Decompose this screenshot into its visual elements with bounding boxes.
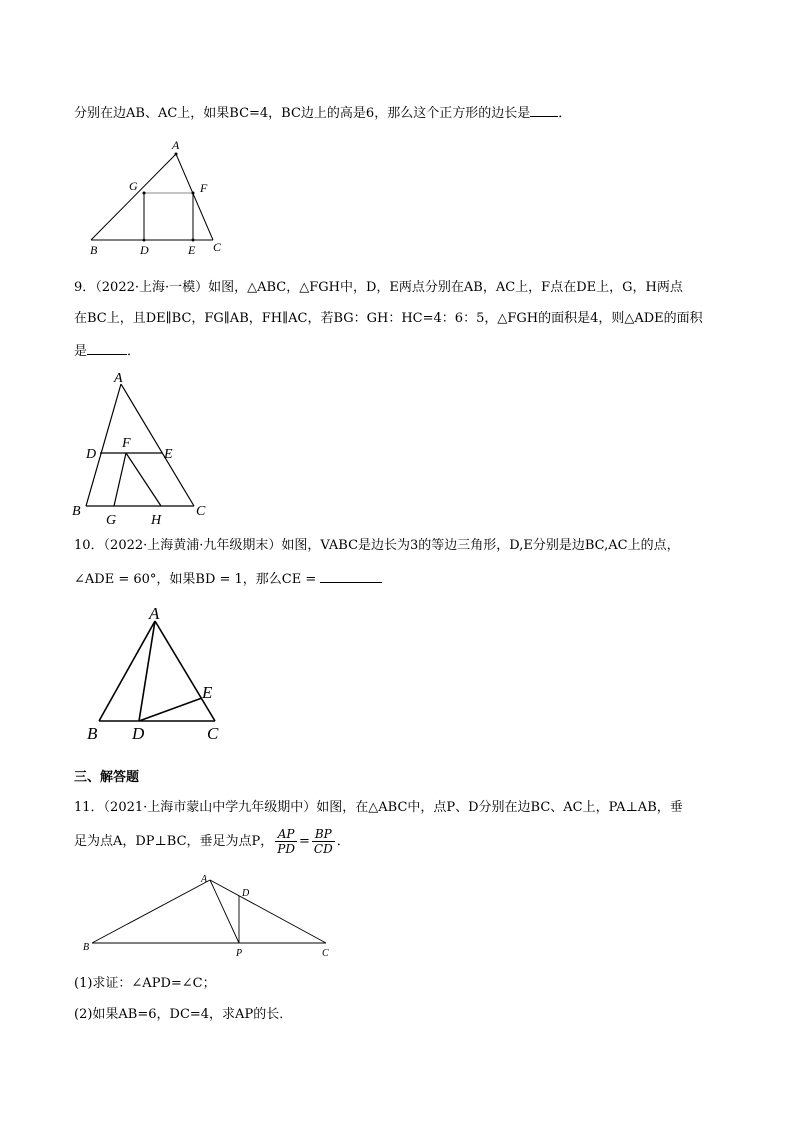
q11-segment-ac (210, 880, 326, 943)
q9-answer-blank[interactable] (87, 342, 127, 355)
q9-segment-fh (126, 453, 161, 506)
q11-line2-end: ． (336, 834, 350, 849)
q11-fraction-bp-cd (312, 827, 335, 856)
q11-line2-wrap (74, 826, 350, 858)
q9-label-a: A (114, 371, 123, 386)
q9-label-c: C (196, 504, 206, 519)
q8-end: ． (558, 106, 572, 121)
q11-label-a: A (201, 874, 208, 885)
q9-label-d: D (86, 447, 97, 462)
q9-line3-wrap (74, 342, 140, 360)
q11-fraction-ap-pd (275, 827, 297, 856)
q8-answer-blank[interactable] (530, 104, 558, 117)
q11-frac1-num: AP (275, 827, 297, 842)
q9-line3: 是 (74, 344, 88, 359)
q11-label-c: C (322, 948, 329, 959)
q10-label-d: D (132, 724, 145, 743)
q9-line1: 9．（2022·上海·一模）如图，△ABC，△FGH中，D，E两点分别在AB，AC上，F点在DE上，G，H两点 (74, 280, 683, 295)
q9-figure (68, 366, 218, 528)
q10-figure (82, 603, 232, 748)
q11-frac2-num: BP (312, 827, 335, 842)
q8-text (74, 104, 571, 122)
q11-figure (80, 870, 340, 962)
q8-label-g: G (129, 179, 138, 193)
q8-label-d: D (140, 243, 149, 257)
q9-segment-ac (121, 384, 194, 506)
q10-label-e: E (202, 683, 213, 702)
q10-line1: 10．（2022·上海黄浦·九年级期末）如图，VABC是边长为3的等边三角形，D,E分别是边BC,AC上的点， (74, 538, 680, 553)
q10-label-a: A (149, 604, 160, 623)
q8-label-f: F (200, 181, 208, 195)
section-heading: 三、解答题 (74, 770, 140, 785)
q10-line2-wrap (74, 570, 382, 588)
q9-label-h: H (151, 513, 162, 528)
q8-segment-ab (91, 154, 176, 240)
q10-label-b: B (87, 724, 98, 743)
q9-label-b: B (72, 504, 81, 519)
q10-line2: ∠ADE = 60°，如果BD = 1，那么CE = (74, 572, 317, 587)
q9-line2: 在BC上，且DE∥BC，FG∥AB，FH∥AC，若BG：GH：HC=4：6：5，△FGH的面积是4，则△ADE的面积 (74, 311, 703, 326)
q11-label-b: B (83, 942, 90, 953)
q10-answer-blank[interactable] (320, 570, 382, 583)
q11-line1: 11．（2021·上海市蒙山中学九年级期中）如图，在△ABC中，点P、D分别在边BC、AC上，PA⊥AB，垂 (74, 800, 683, 815)
q8-line1: 分别在边AB、AC上，如果BC=4，BC边上的高是6，那么这个正方形的边长是 (74, 106, 531, 121)
q11-label-d: D (242, 888, 250, 899)
q11-part1: (1)求证：∠APD=∠C； (74, 976, 216, 991)
q9-label-g: G (106, 513, 117, 528)
q8-label-c: C (213, 240, 222, 254)
q11-frac1-den: PD (277, 842, 295, 856)
q10-segment-de (139, 698, 202, 721)
q11-frac2-den: CD (313, 842, 333, 856)
q11-part2: (2)如果AB=6，DC=4，求AP的长． (74, 1007, 293, 1022)
q9-end: ． (127, 344, 141, 359)
q8-figure (80, 135, 240, 260)
q11-segment-ap (210, 880, 239, 943)
q11-label-p: P (236, 948, 243, 959)
q10-segment-ac (155, 621, 215, 721)
q9-segment-fg (114, 453, 126, 506)
q9-label-e: E (164, 447, 173, 462)
q11-line2-prefix: 足为点A，DP⊥BC，垂足为点P， (74, 834, 274, 849)
q8-label-e: E (188, 243, 196, 257)
q9-segment-ab (86, 384, 121, 506)
q10-label-c: C (207, 724, 219, 743)
q11-segment-ab (92, 880, 210, 943)
q8-label-b: B (90, 243, 98, 257)
q8-segment-ac (176, 154, 213, 240)
q9-label-f: F (122, 436, 131, 451)
q11-equals: = (298, 834, 310, 849)
q8-label-a: A (172, 138, 180, 152)
